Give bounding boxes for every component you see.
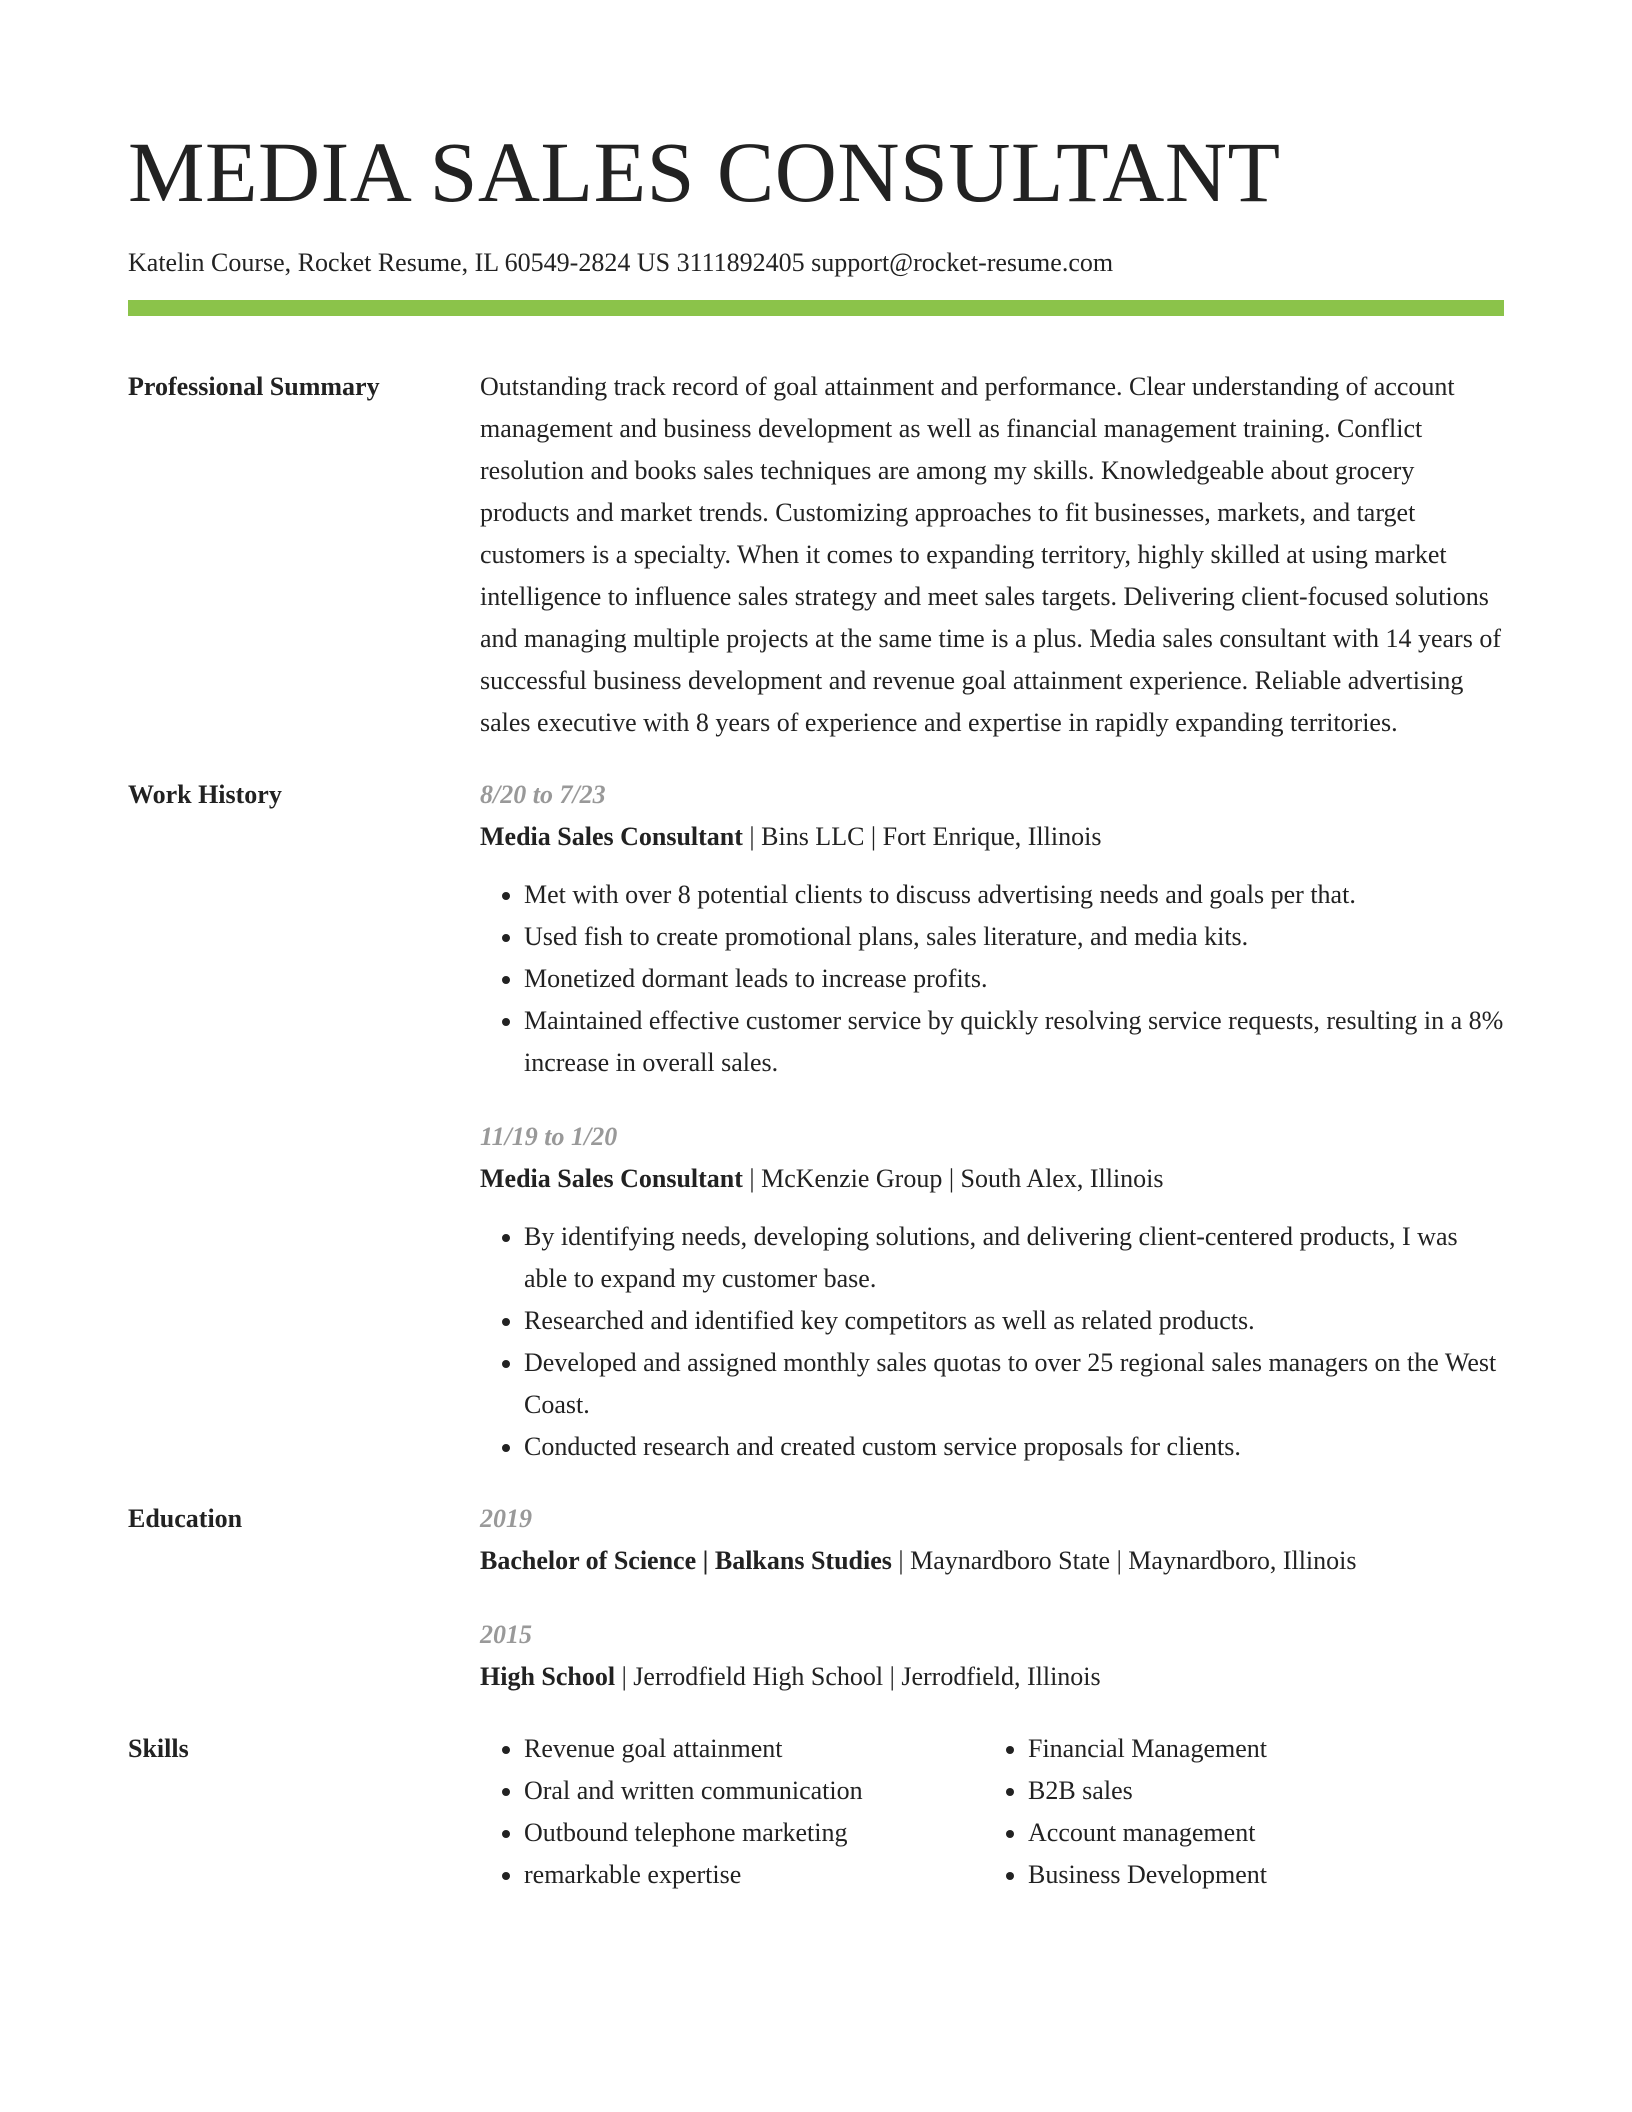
skills-section (128, 1728, 1504, 1896)
job-bullet: • Conducted research and created custom service proposals for clients. (524, 1426, 1504, 1468)
education-body (480, 1498, 1504, 1698)
job-role-line (480, 816, 1504, 858)
education-details: | Jerrodfield High School | Jerrodfield, Illinois (615, 1662, 1101, 1691)
work-history-heading: Work History (128, 780, 282, 809)
skill-item: • B2B sales (1028, 1770, 1488, 1812)
skill-item: • remarkable expertise (524, 1854, 984, 1896)
skill-item: • Financial Management (1028, 1728, 1488, 1770)
resume-title: MEDIA SALES CONSULTANT (128, 124, 1281, 220)
job-bullet: • Met with over 8 potential clients to discuss advertising needs and goals per that. (524, 874, 1504, 916)
skills-list-left (480, 1728, 984, 1896)
job-bullet: • Researched and identified key competitors as well as related products. (524, 1300, 1504, 1342)
job-entry (480, 774, 1504, 1084)
education-entry (480, 1614, 1504, 1698)
contact-location: IL 60549-2824 US (474, 248, 671, 277)
job-title: Media Sales Consultant (480, 822, 743, 851)
education-section (128, 1498, 1504, 1698)
job-dates: 11/19 to 1/20 (480, 1122, 618, 1151)
skill-item: • Business Development (1028, 1854, 1488, 1896)
education-year: 2015 (480, 1620, 532, 1649)
job-bullet: • Used fish to create promotional plans, sales literature, and media kits. (524, 916, 1504, 958)
skills-body (480, 1728, 1504, 1896)
skill-item: • Outbound telephone marketing (524, 1812, 984, 1854)
job-details: | Bins LLC | Fort Enrique, Illinois (742, 822, 1102, 851)
job-bullets (480, 1216, 1504, 1468)
job-entry (480, 1116, 1504, 1468)
job-role-line (480, 1158, 1504, 1200)
education-year: 2019 (480, 1504, 532, 1533)
summary-heading: Professional Summary (128, 372, 380, 401)
job-bullet: • Developed and assigned monthly sales quotas to over 25 regional sales managers on the West Coast. (524, 1342, 1504, 1426)
education-heading: Education (128, 1504, 243, 1533)
job-title: Media Sales Consultant (480, 1164, 743, 1193)
skills-columns (480, 1728, 1504, 1896)
contact-person: Katelin Course, (128, 248, 292, 277)
education-details: | Maynardboro State | Maynardboro, Illinois (891, 1546, 1357, 1575)
contact-phone: 3111892405 (676, 248, 805, 277)
education-line (480, 1656, 1504, 1698)
resume-page (128, 124, 1504, 1896)
skill-item: • Oral and written communication (524, 1770, 984, 1812)
header-divider (128, 300, 1504, 316)
job-dates: 8/20 to 7/23 (480, 780, 606, 809)
education-entry (480, 1498, 1504, 1582)
contact-email: support@rocket-resume.com (811, 248, 1114, 277)
skill-item: • Revenue goal attainment (524, 1728, 984, 1770)
skill-item: • Account management (1028, 1812, 1488, 1854)
summary-section (128, 366, 1504, 744)
education-degree: Bachelor of Science | Balkans Studies (480, 1546, 892, 1575)
contact-line (128, 246, 1504, 280)
job-bullet: • Maintained effective customer service by quickly resolving service requests, resulting in a 8% increase in overall sales. (524, 1000, 1504, 1084)
skills-heading: Skills (128, 1734, 189, 1763)
education-line (480, 1540, 1504, 1582)
skills-list-right (984, 1728, 1488, 1896)
job-bullet: • Monetized dormant leads to increase profits. (524, 958, 1504, 1000)
summary-text: Outstanding track record of goal attainment and performance. Clear understanding of account management and business development as well as financial management training. Conflict resolution and books sales techniques are among my skills. Knowledgeable about grocery products and market trends. Customizing approaches to fit businesses, markets, and target customers is a specialty. When it comes to expanding territory, highly skilled at using market intelligence to influence sales strategy and meet sales targets. Delivering client-focused solutions and managing multiple projects at the same time is a plus. Media sales consultant with 14 years of successful business development and revenue goal attainment experience. Reliable advertising sales executive with 8 years of experience and expertise in rapidly expanding territories. (480, 372, 1501, 737)
job-bullets (480, 874, 1504, 1084)
job-bullet: • By identifying needs, developing solutions, and delivering client-centered products, I was able to expand my customer base. (524, 1216, 1504, 1300)
education-degree: High School (480, 1662, 616, 1691)
work-history-section (128, 774, 1504, 1468)
contact-company: Rocket Resume, (297, 248, 469, 277)
work-history-body (480, 774, 1504, 1468)
job-details: | McKenzie Group | South Alex, Illinois (742, 1164, 1164, 1193)
